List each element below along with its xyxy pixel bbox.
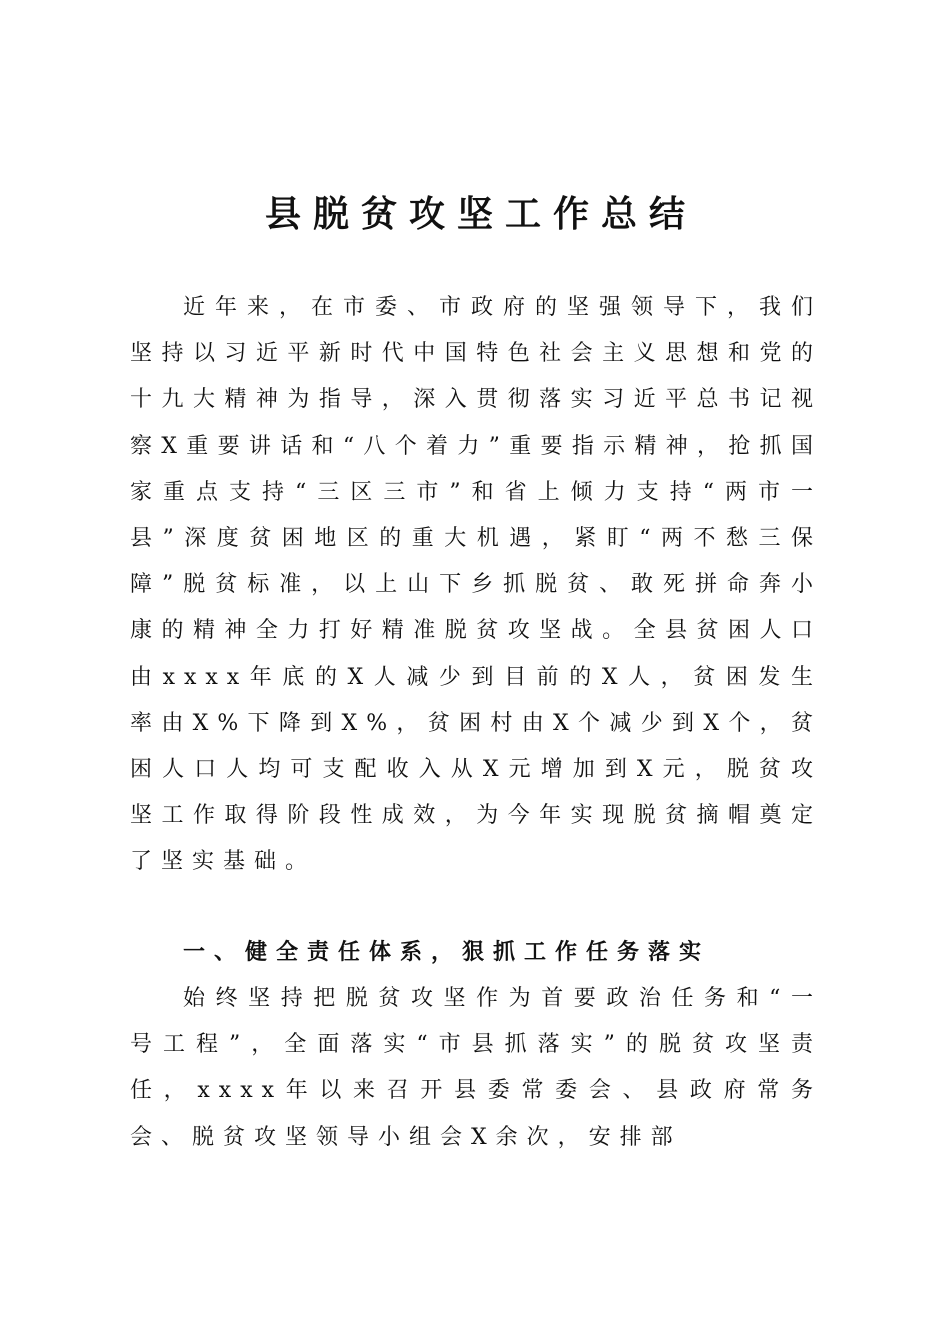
document-title: 县脱贫攻坚工作总结 xyxy=(264,193,697,235)
section-heading: 一、健全责任体系，狠抓工作任务落实 xyxy=(183,940,711,965)
section-paragraph: 始终坚持把脱贫攻坚作为首要政治任务和“一号工程”，全面落实“市县抓落实”的脱贫攻坚责任，xxxx年以来召开县委常委会、县政府常务会、脱贫攻坚领导小组会X余次，安排部 xyxy=(130,986,822,1150)
intro-paragraph: 近年来，在市委、市政府的坚强领导下，我们坚持以习近平新时代中国特色社会主义思想和党的十九大精神为指导，深入贯彻落实习近平总书记视察X重要讲话和“八个着力”重要指示精神，抢抓国家重点支持“三区三市”和省上倾力支持“两市一县”深度贫困地区的重大机遇，紧盯“两不愁三保障”脱贫标准，以上山下乡抓脱贫、敢死拼命奔小康的精神全力打好精准脱贫攻坚战。全县贫困人口由xxxx年底的X人减少到目前的X人，贫困发生率由X%下降到X%，贫困村由X个减少到X个，贫困人口人均可支配收入从X元增加到X元，脱贫攻坚工作取得阶段性成效，为今年实现脱贫摘帽奠定了坚实基础。 xyxy=(130,295,822,875)
